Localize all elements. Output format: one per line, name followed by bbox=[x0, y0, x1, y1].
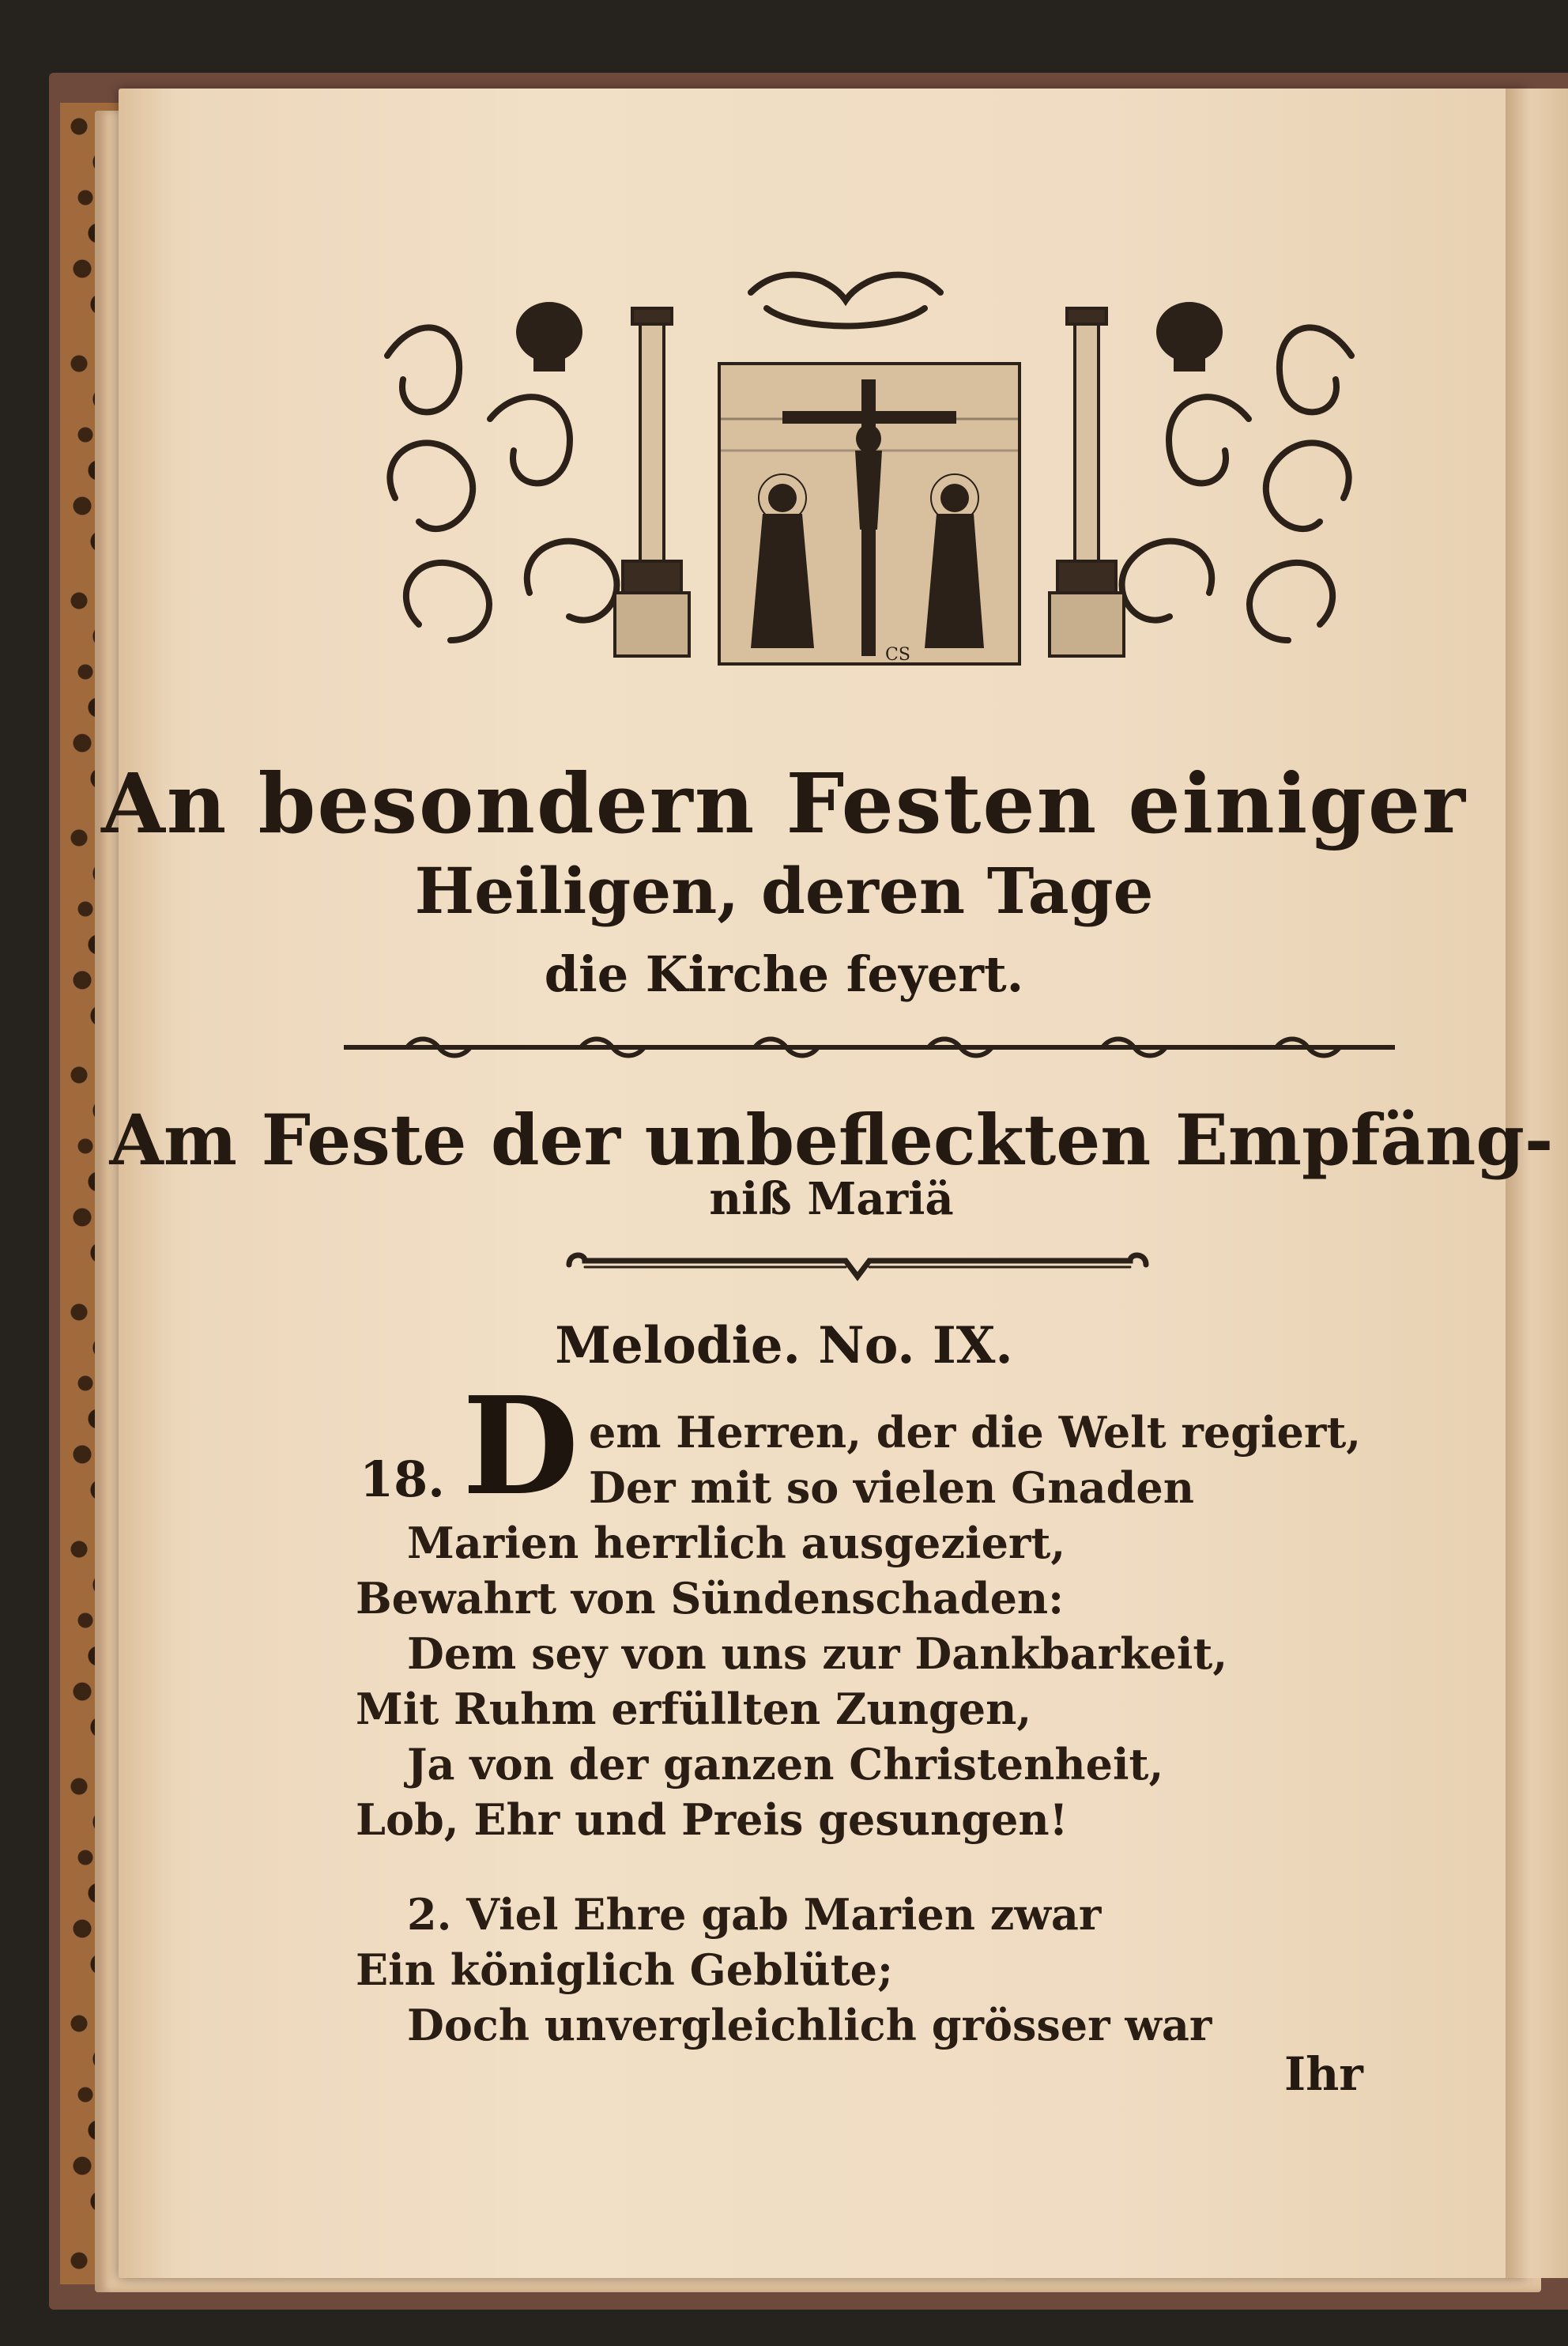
verse-1-line-4: Bewahrt von Sündenschaden: bbox=[356, 1573, 1065, 1624]
verse-2-line-3: Doch unvergleichlich grösser war bbox=[407, 2000, 1212, 2050]
melody-line: Melodie. No. IX. bbox=[555, 1316, 1013, 1375]
heading-line-3: die Kirche feyert. bbox=[544, 945, 1024, 1003]
verse-1-line-7: Ja von der ganzen Christenheit, bbox=[407, 1739, 1164, 1790]
verse-1-line-2: Der mit so vielen Gnaden bbox=[589, 1462, 1194, 1513]
heading-line-2: Heiligen, deren Tage bbox=[414, 854, 1154, 928]
verse-1-line-5: Dem sey von uns zur Dankbarkeit, bbox=[407, 1628, 1228, 1679]
heading-line-1: An besondern Festen einiger bbox=[101, 755, 1467, 852]
verse-1-line-1: em Herren, der die Welt regiert, bbox=[589, 1407, 1362, 1458]
bracket-rule bbox=[561, 1241, 1154, 1288]
ornamental-rule bbox=[344, 1032, 1395, 1063]
verse-2-line-1: 2. Viel Ehre gab Marien zwar bbox=[407, 1889, 1102, 1940]
crucifixion-woodcut-ornament bbox=[371, 261, 1367, 672]
verse-2-line-2: Ein königlich Geblüte; bbox=[356, 1944, 893, 1995]
feast-title-line-1: Am Feste der unbefleckten Empfäng- bbox=[109, 1099, 1554, 1181]
verse-1-line-6: Mit Ruhm erfüllten Zungen, bbox=[356, 1684, 1032, 1734]
woodcut-signature: CS bbox=[885, 645, 910, 665]
verse-1-line-8: Lob, Ehr und Preis gesungen! bbox=[356, 1794, 1069, 1845]
drop-cap: D bbox=[462, 1367, 579, 1526]
verse-1-line-3: Marien herrlich ausgeziert, bbox=[407, 1518, 1066, 1568]
feast-title-line-2: niß Mariä bbox=[709, 1173, 954, 1225]
catchword: Ihr bbox=[1284, 2047, 1363, 2101]
hymn-number: 18. bbox=[360, 1450, 445, 1508]
